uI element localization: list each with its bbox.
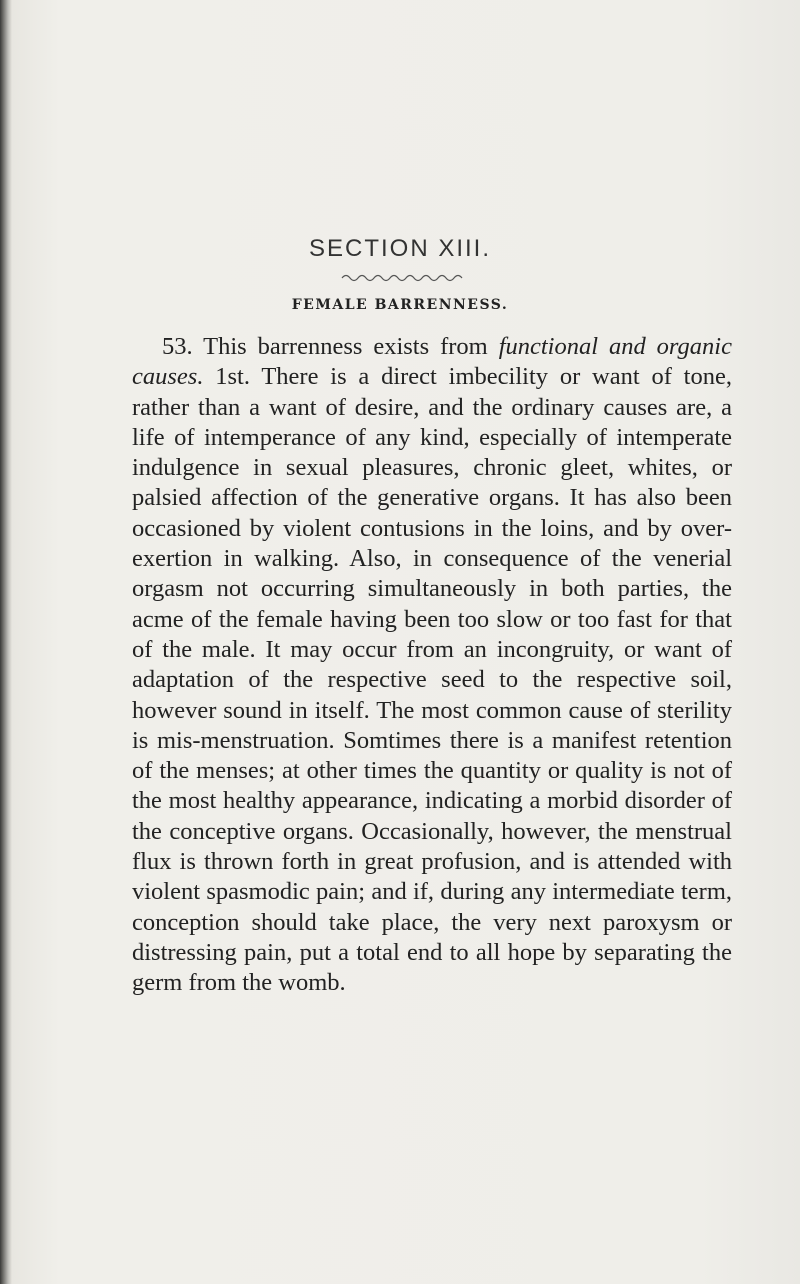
book-spine-shadow — [0, 0, 12, 1284]
chapter-subtitle: FEMALE BARRENNESS. — [291, 297, 509, 313]
section-title: SECTION XIII. — [308, 235, 492, 262]
paragraph-number: 53. — [162, 333, 193, 360]
paragraph-lead: This barrenness exists from — [192, 333, 499, 360]
paragraph-53 — [132, 332, 732, 999]
paragraph-body: 1st. There is a direct imbecility or want of tone, rather than a want of desire, and the ordinary causes are, a life of intemperance of any kind, especially of intemperate indulgence in sexual pleasures, chronic gleet, whites, or palsied affection of the generative organs. It has also been occasioned by violent contusions in the loins, and by over-exertion in walking. Also, in consequence of the venerial orgasm not occurring simultaneously in both parties, the acme of the female having been too slow or too fast for that of the male. It may occur from an incongruity, or want of adaptation of the respective seed to the respective soil, however sound in itself. The most common cause of sterility is mis-menstruation. Somtimes there is a manifest retention of the menses; at other times the quantity or quality is not of the most healthy appearance, indicating a morbid disorder of the conceptive organs. Occasionally, however, the menstrual flux is thrown forth in great profusion, and is attended with violent spasmodic pain; and if, during any intermediate term, conception should take place, the very next paroxysm or distressing pain, put a total end to all hope by separating the germ from the womb. — [132, 363, 732, 997]
wavy-rule-ornament — [340, 272, 465, 284]
paragraph-emphasis: functional and organic causes. — [132, 333, 732, 391]
